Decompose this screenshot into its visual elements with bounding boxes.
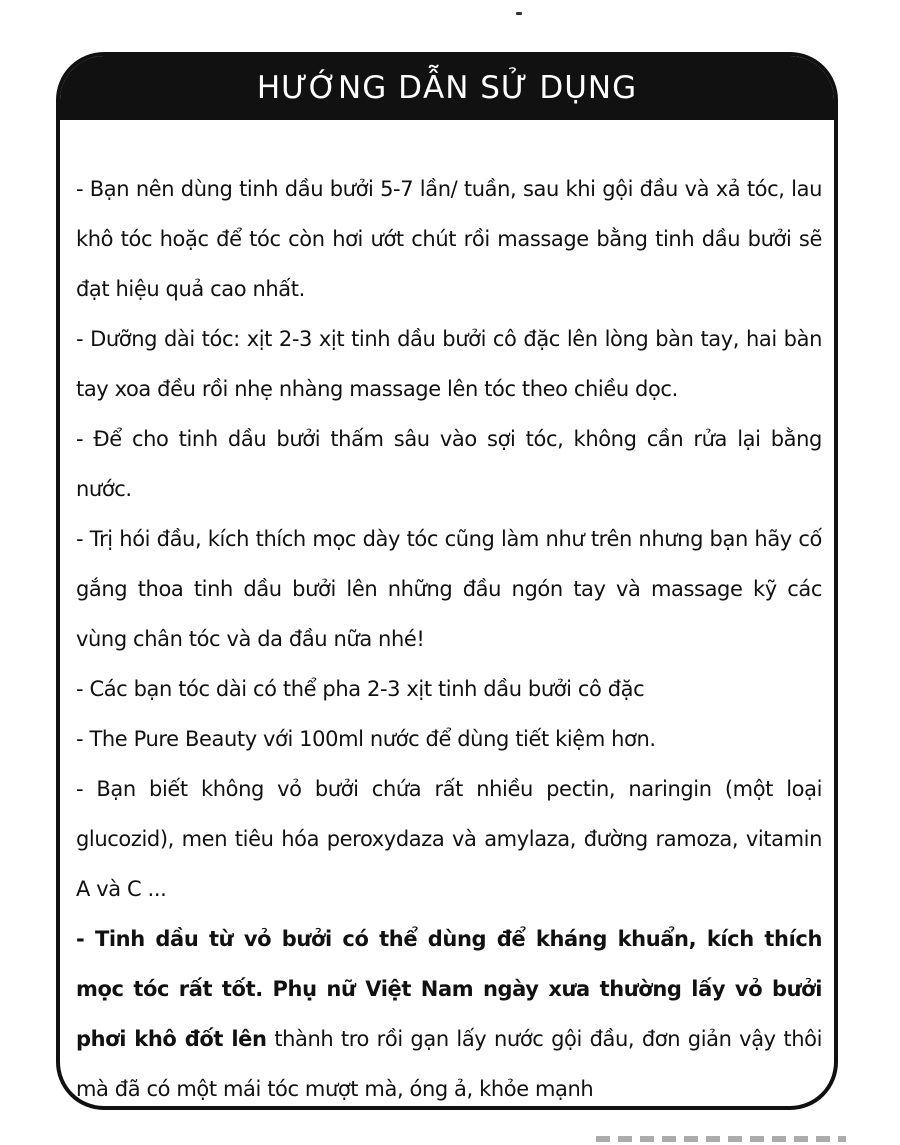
instructions-box: [56, 52, 838, 1110]
bold-tip-text: - Tinh dầu từ vỏ bưởi có thể dùng để kháng khuẩn, kích thích mọc tóc rất tốt. Phụ nữ Việt Nam ngày xưa thường lấy vỏ bưởi phơi khô đốt lên: [76, 927, 822, 1051]
instructions-content: [76, 164, 822, 1110]
instruction-paragraph-1: - Bạn nên dùng tinh dầu bưởi 5-7 lần/ tuần, sau khi gội đầu và xả tóc, lau khô tóc hoặc để tóc còn hơi ướt chút rồi massage bằng tinh dầu bưởi sẽ đạt hiệu quả cao nhất.: [76, 177, 822, 301]
instruction-paragraph-6: - The Pure Beauty với 100ml nước để dùng tiết kiệm hơn.: [76, 727, 656, 751]
instruction-paragraph-5: - Các bạn tóc dài có thể pha 2-3 xịt tinh dầu bưởi cô đặc: [76, 677, 645, 701]
stray-mark: [516, 12, 522, 15]
instruction-paragraph-8: [76, 914, 822, 1110]
instruction-paragraph-2: - Dưỡng dài tóc: xịt 2-3 xịt tinh dầu bưởi cô đặc lên lòng bàn tay, hai bàn tay xoa đều rồi nhẹ nhàng massage lên tóc theo chiều dọc.: [76, 327, 822, 401]
instruction-paragraph-3: - Để cho tinh dầu bưởi thấm sâu vào sợi tóc, không cần rửa lại bằng nước.: [76, 427, 822, 501]
bottom-edge-marks: [596, 1136, 846, 1142]
instruction-paragraph-4: - Trị hói đầu, kích thích mọc dày tóc cũng làm như trên nhưng bạn hãy cố gắng thoa tinh dầu bưởi lên những đầu ngón tay và massage kỹ các vùng chân tóc và da đầu nữa nhé!: [76, 527, 822, 651]
page-title: HƯỚNG DẪN SỬ DỤNG: [256, 70, 638, 106]
instruction-paragraph-7: - Bạn biết không vỏ bưởi chứa rất nhiều pectin, naringin (một loại glucozid), men tiêu hóa peroxydaza và amylaza, đường ramoza, vitamin A và C ...: [76, 777, 822, 901]
tip-text: thành tro rồi gạn lấy nước gội đầu, đơn giản vậy thôi mà đã có một mái tóc mượt mà, óng ả, khỏe mạnh: [76, 1027, 822, 1101]
title-bar: [60, 56, 834, 120]
